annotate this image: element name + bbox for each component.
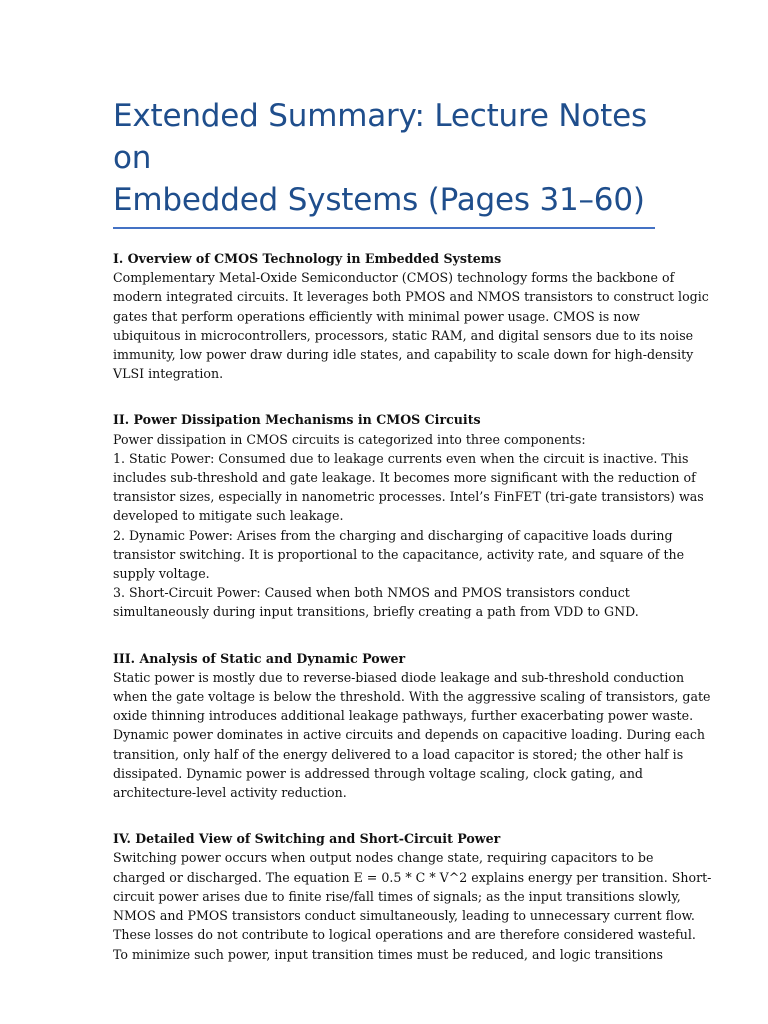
paragraph-line: charged or discharged. The equation E = 0.5 * C * V^2 explains energy per transition. Short-	[113, 869, 712, 885]
paragraph-line: ubiquitous in microcontrollers, processors, static RAM, and digital sensors due to its noise	[113, 327, 694, 343]
paragraph-line: when the gate voltage is below the threshold. With the aggressive scaling of transistors, gate	[113, 689, 711, 705]
section	[113, 410, 704, 621]
section	[113, 249, 709, 383]
title-underline	[113, 227, 655, 229]
paragraph-line: transistor switching. It is proportional to the capacitance, activity rate, and square of the	[113, 546, 685, 562]
paragraph-line: VLSI integration.	[113, 366, 224, 382]
paragraph-line: transition, only half of the energy delivered to a load capacitor is stored; the other half is	[113, 746, 684, 762]
paragraph-line: supply voltage.	[113, 566, 210, 582]
paragraph-line: Complementary Metal-Oxide Semiconductor (CMOS) technology forms the backbone of	[113, 270, 675, 286]
paragraph-line: 3. Short-Circuit Power: Caused when both NMOS and PMOS transistors conduct	[113, 585, 630, 601]
document-page	[113, 95, 712, 991]
paragraph-line: includes sub-threshold and gate leakage. It becomes more significant with the reduction of	[113, 470, 696, 486]
section-heading: IV. Detailed View of Switching and Short-Circuit Power	[113, 831, 501, 847]
paragraph-line: 1. Static Power: Consumed due to leakage currents even when the circuit is inactive. This	[113, 450, 689, 466]
paragraph-line: transistor sizes, especially in nanometric processes. Intel’s FinFET (tri-gate transistors) was	[113, 489, 704, 505]
paragraph-line: oxide thinning introduces additional leakage pathways, further exacerbating power waste.	[113, 708, 694, 724]
section	[113, 649, 711, 803]
section-heading: I. Overview of CMOS Technology in Embedded Systems	[113, 251, 502, 266]
document-title	[113, 95, 658, 221]
section-heading: II. Power Dissipation Mechanisms in CMOS Circuits	[113, 412, 481, 428]
paragraph-line: gates that perform operations efficiently with minimal power usage. CMOS is now	[113, 308, 640, 324]
paragraph-line: 2. Dynamic Power: Arises from the charging and discharging of capacitive loads during	[113, 527, 673, 543]
paragraph-line: Power dissipation in CMOS circuits is categorized into three components:	[113, 431, 586, 447]
section-heading: III. Analysis of Static and Dynamic Power	[113, 650, 406, 666]
paragraph-line: To minimize such power, input transition times must be reduced, and logic transitions	[113, 946, 663, 962]
paragraph-line: immunity, low power draw during idle states, and capability to scale down for high-density	[113, 347, 694, 363]
document-body	[113, 249, 712, 964]
paragraph-line: circuit power arises due to finite rise/fall times of signals; as the input transitions slowly,	[113, 888, 681, 904]
section	[113, 829, 712, 963]
paragraph-line: Switching power occurs when output nodes change state, requiring capacitors to be	[113, 850, 654, 866]
paragraph-line: simultaneously during input transitions, briefly creating a path from VDD to GND.	[113, 604, 639, 620]
title-line: Extended Summary: Lecture Notes on	[113, 98, 647, 176]
paragraph-line: modern integrated circuits. It leverages both PMOS and NMOS transistors to construct logic	[113, 289, 709, 305]
paragraph-line: Static power is mostly due to reverse-biased diode leakage and sub-threshold conduction	[113, 669, 685, 685]
paragraph-line: NMOS and PMOS transistors conduct simultaneously, leading to unnecessary current flow.	[113, 908, 695, 924]
paragraph-line: developed to mitigate such leakage.	[113, 508, 344, 524]
paragraph-line: architecture-level activity reduction.	[113, 785, 347, 801]
paragraph-line: dissipated. Dynamic power is addressed through voltage scaling, clock gating, and	[113, 765, 643, 781]
paragraph-line: These losses do not contribute to logical operations and are therefore considered wasteful.	[113, 927, 696, 943]
title-line: Embedded Systems (Pages 31–60)	[113, 182, 645, 218]
paragraph-line: Dynamic power dominates in active circuits and depends on capacitive loading. During each	[113, 727, 706, 743]
